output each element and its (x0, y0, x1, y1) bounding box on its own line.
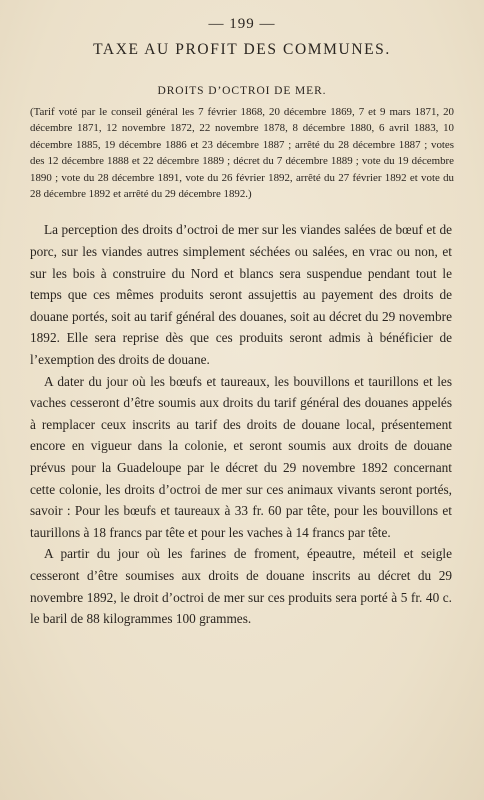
section-title: DROITS D’OCTROI DE MER. (157, 85, 327, 97)
paragraph-livestock: A dater du jour où les bœufs et taureaux, les bouvillons et taurillons et les vaches cesseront d’être soumis aux droits du tarif général des douanes appelés à remplacer ceux inscrits au tarif des droits de douane local, présentement encore en vigueur dans la colonie, et seront soumis aux droits de douane prévus pour la Guadeloupe par le décret du 29 novembre 1892 concernant cette colonie, les droits d’octroi de mer sur ces animaux vivants seront portés, savoir : Pour les bœufs et taureaux à 33 fr. 60 par tête, pour les bouvillons et taurillons à 18 francs par tête et pour les vaches à 14 francs par tête. (30, 373, 452, 540)
paragraph-salted-meats: La perception des droits d’octroi de mer sur les viandes salées de bœuf et de porc, sur les viandes autres simplement séchées ou salées, en vrac ou non, et sur les bois à construire du Nord et blancs sera suspendue pendant tout le temps que ces mêmes produits seront assujettis au payement des droits de douane portés, soit au tarif général des douanes, soit au décret du 29 novembre 1892. Elle sera reprise dès que ces produits seront admis à bénéficier de l’exemption des droits de douane. (30, 222, 452, 367)
page-number: — 199 — (208, 16, 276, 32)
paragraph-flour: A partir du jour où les farines de froment, épeautre, méteil et seigle cesseront d’être soumises aux droits de douane inscrits au décret du 29 novembre 1892, le droit d’octroi de mer sur ces produits sera porté à 5 fr. 40 c. le baril de 88 kilogrammes 100 grammes. (30, 546, 452, 627)
tariff-note: (Tarif voté par le conseil général les 7 février 1868, 20 décembre 1869, 7 et 9 mars 1871, 20 décembre 1871, 12 novembre 1872, 22 novembre 1878, 8 décembre 1880, 6 avril 1883, 10 décembre 1885, 19 décembre 1886 et 23 décembre 1887 ; arrêté du 28 décembre 1887 ; votes des 12 décembre 1888 et 22 décembre 1889 ; décret du 7 décembre 1889 ; vote du 19 décembre 1890 ; vote du 28 décembre 1891, vote du 26 février 1892, arrêté du 27 février 1892 et vote du 28 décembre 1892 et arrêté du 29 décembre 1892.) (30, 106, 454, 201)
page-title: TAXE AU PROFIT DES COMMUNES. (93, 41, 391, 58)
